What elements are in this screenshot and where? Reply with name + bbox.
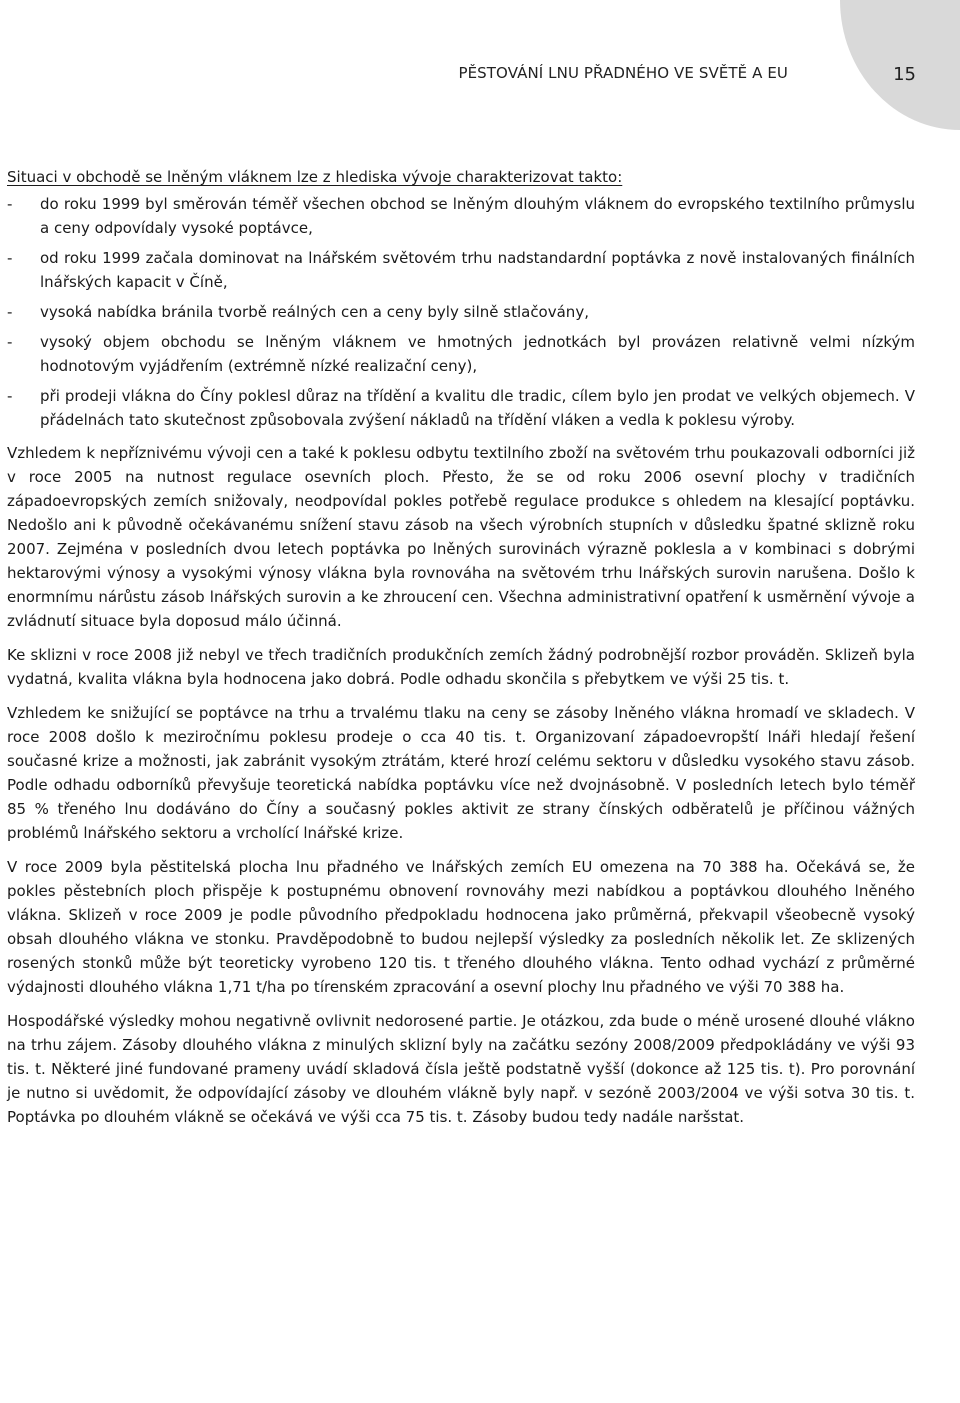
page-number: 15: [893, 64, 916, 85]
list-item: [7, 384, 915, 432]
intro-sentence: Situaci v obchodě se lněným vláknem lze z hlediska vývoje charakterizovat takto:: [7, 168, 623, 186]
paragraph: Vzhledem k nepříznivému vývoji cen a také k poklesu odbytu textilního zboží na světovém trhu poukazovali odborníci již v roce 2005 na nutnost regulace osevních ploch. Přesto, že se od roku 2006 osevní plochy v tradičních západoevropských zemích snižovaly, neodpovídal pokles potřebě regulace produkce s ohledem na klesající poptávku. Nedošlo ani k původně očekávanému snížení stavu zásob na všech výrobních stupních v důsledku špatné sklizně roku 2007. Zejména v posledních dvou letech poptávka po lněných surovinách výrazně poklesla a v kombinaci s dobrými hektarovými výnosy a vysokými výnosy vlákna byla rovnováha na světovém trhu lnářských surovin narušena. Došlo k enormnímu nárůstu zásob lnářských surovin a ke zhroucení cen. Všechna administrativní opatření k usměrnění vývoje a zvládnutí situace byla doposud málo účinná.: [7, 444, 915, 630]
running-header: PĚSTOVÁNÍ LNU PŘADNÉHO VE SVĚTĚ A EU: [458, 64, 788, 82]
paragraph: V roce 2009 byla pěstitelská plocha lnu přadného ve lnářských zemích EU omezena na 70 388 ha. Očekává se, že pokles pěstebních ploch přispěje k postupnému obnovení rovnováhy mezi nabídkou a poptávkou dlouhého lněného vlákna. Sklizeň v roce 2009 je podle původního předpokladu hodnocena jako průměrná, překvapil všeobecně vysoký obsah dlouhého vlákna ve stonku. Pravděpodobně to budou nejlepší výsledky za posledních několik let. Ze sklizených rosených stonků může být teoreticky vyrobeno 120 tis. t třeného dlouhého vlákna. Tento odhad vychází z průměrné výdajnosti dlouhého vlákna 1,71 t/ha po tírenském zpracování a osevní plochy lnu přadného ve výši 70 388 ha.: [7, 858, 915, 996]
list-item-text: při prodeji vlákna do Číny poklesl důraz na třídění a kvalitu dle tradic, cílem bylo jen prodat ve velkých objemech. V přádelnách tato skutečnost způsobovala zvýšení nákladů na třídění vláken a vedla k poklesu výroby.: [40, 387, 915, 429]
paragraph: Ke sklizni v roce 2008 již nebyl ve třech tradičních produkčních zemích žádný podrobnější rozbor prováděn. Sklizeň byla vydatná, kvalita vlákna byla hodnocena jako dobrá. Podle odhadu skončila s přebytkem ve výši 25 tis. t.: [7, 646, 915, 688]
list-item: [7, 300, 915, 324]
bullet-list: [7, 192, 915, 432]
document-body: [7, 165, 915, 1139]
list-item: [7, 330, 915, 378]
bullet-dash: -: [7, 387, 13, 405]
bullet-dash: -: [7, 333, 13, 351]
bullet-dash: -: [7, 195, 13, 213]
list-item: [7, 192, 915, 240]
list-item-text: vysoký objem obchodu se lněným vláknem ve hmotných jednotkách byl provázen relativně velmi nízkým hodnotovým vyjádřením (extrémně nízké realizační ceny),: [40, 333, 915, 375]
paragraph: Hospodářské výsledky mohou negativně ovlivnit nedorosené partie. Je otázkou, zda bude o méně urosené dlouhé vlákno na trhu zájem. Zásoby dlouhého vlákna z minulých sklizní byly na začátku sezóny 2008/2009 předpokládány ve výši 93 tis. t. Některé jiné fundované prameny uvádí skladová čísla ještě podstatně vyšší (dokonce až 125 tis. t). Pro porovnání je nutno si uvědomit, že odpovídající zásoby ve dlouhém vlákně byly např. v sezóně 2003/2004 ve výši sotva 30 tis. t. Poptávka po dlouhém vlákně se očekává ve výši cca 75 tis. t. Zásoby budou tedy nadále naršstat.: [7, 1012, 915, 1126]
list-item: [7, 246, 915, 294]
list-item-text: od roku 1999 začala dominovat na lnářském světovém trhu nadstandardní poptávka z nově instalovaných finálních lnářských kapacit v Číně,: [40, 249, 915, 291]
paragraph: Vzhledem ke snižující se poptávce na trhu a trvalému tlaku na ceny se zásoby lněného vlákna hromadí ve skladech. V roce 2008 došlo k meziročnímu poklesu prodeje o cca 40 tis. t. Organizovaní západoevropští lnáři hledají řešení současné krize a možnosti, jak zabránit vysokým ztrátám, které hrozí celému sektoru v důsledku vysokého stavu zásob. Podle odhadu odborníků převyšuje teoretická nabídka poptávku více než dvojnásobně. V posledních letech bylo téměř 85 % třeného lnu dodáváno do Číny a současný pokles aktivit ze strany čínských odběratelů je příčinou vážných problémů lnářského sektoru a vrcholící lnářské krize.: [7, 704, 915, 842]
list-item-text: vysoká nabídka bránila tvorbě reálných cen a ceny byly silně stlačovány,: [40, 303, 589, 321]
bullet-dash: -: [7, 303, 13, 321]
list-item-text: do roku 1999 byl směrován téměř všechen obchod se lněným dlouhým vláknem do evropského textilního průmyslu a ceny odpovídaly vysoké poptávce,: [40, 195, 915, 237]
bullet-dash: -: [7, 249, 13, 267]
